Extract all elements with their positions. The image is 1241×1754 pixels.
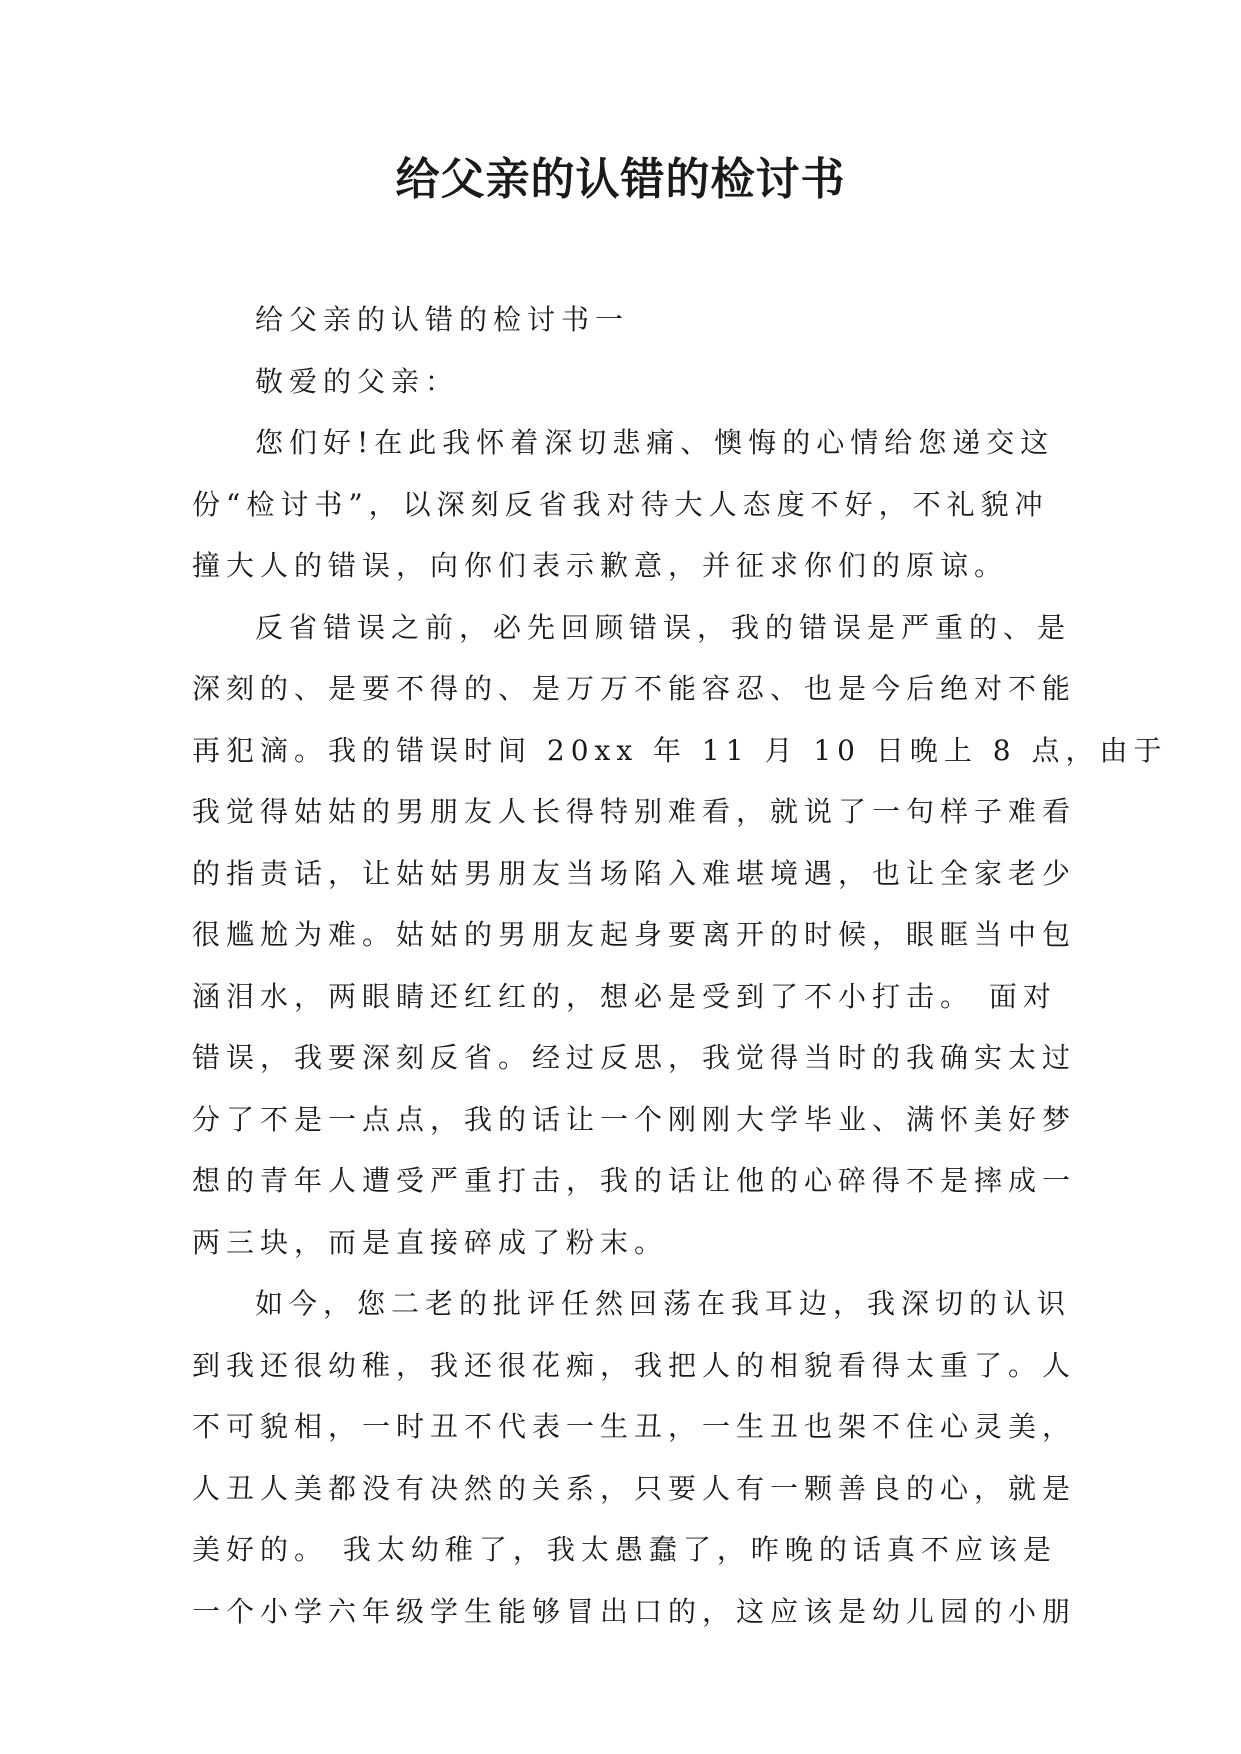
body-line: 很尴尬为难。姑姑的男朋友起身要离开的时候，眼眶当中包 <box>192 918 1077 951</box>
body-line: 我觉得姑姑的男朋友人长得特别难看，就说了一句样子难看 <box>192 795 1077 828</box>
body-line: 敬爱的父亲： <box>255 364 460 398</box>
body-line: 涵泪水，两眼睛还红红的，想必是受到了不小打击。 面对 <box>192 979 1057 1013</box>
body-line: 再犯滴。我的错误时间 20xx 年 11 月 10 日晚上 8 点，由于 <box>192 733 1168 767</box>
body-line: 到我还很幼稚，我还很花痴，我把人的相貌看得太重了。人 <box>192 1348 1077 1382</box>
body-line: 给父亲的认错的检讨书一 <box>255 303 630 336</box>
body-line: 人丑人美都没有决然的关系，只要人有一颗善良的心，就是 <box>192 1471 1077 1505</box>
body-line: 两三块，而是直接碎成了粉末。 <box>192 1225 669 1259</box>
body-line: 如今，您二老的批评任然回荡在我耳边，我深切的认识 <box>255 1287 1072 1320</box>
body-line: 分了不是一点点，我的话让一个刚刚大学毕业、满怀美好梦 <box>192 1102 1077 1136</box>
body-line: 撞大人的错误，向你们表示歉意，并征求你们的原谅。 <box>192 549 1009 582</box>
body-line: 反省错误之前，必先回顾错误，我的错误是严重的、是 <box>255 610 1072 644</box>
body-line: 您们好!在此我怀着深切悲痛、懊悔的心情给您递交这 <box>255 426 1055 459</box>
body-line: 想的青年人遭受严重打击，我的话让他的心碎得不是摔成一 <box>192 1164 1077 1197</box>
body-line: 的指责话，让姑姑男朋友当场陷入难堪境遇，也让全家老少 <box>192 856 1077 890</box>
document-body <box>192 289 1168 1642</box>
body-line: 不可貌相，一时丑不代表一生丑，一生丑也架不住心灵美， <box>192 1410 1077 1443</box>
document-title: 给父亲的认错的检讨书 <box>395 154 846 205</box>
body-line: 美好的。 我太幼稚了，我太愚蠢了，昨晚的话真不应该是 <box>192 1533 1057 1566</box>
body-line: 错误，我要深刻反省。经过反思，我觉得当时的我确实太过 <box>192 1041 1077 1074</box>
body-line: 份“检讨书”，以深刻反省我对待大人态度不好，不礼貌冲 <box>192 487 1049 521</box>
body-line: 一个小学六年级学生能够冒出口的，这应该是幼儿园的小朋 <box>192 1594 1077 1628</box>
body-line: 深刻的、是要不得的、是万万不能容忍、也是今后绝对不能 <box>192 672 1077 705</box>
